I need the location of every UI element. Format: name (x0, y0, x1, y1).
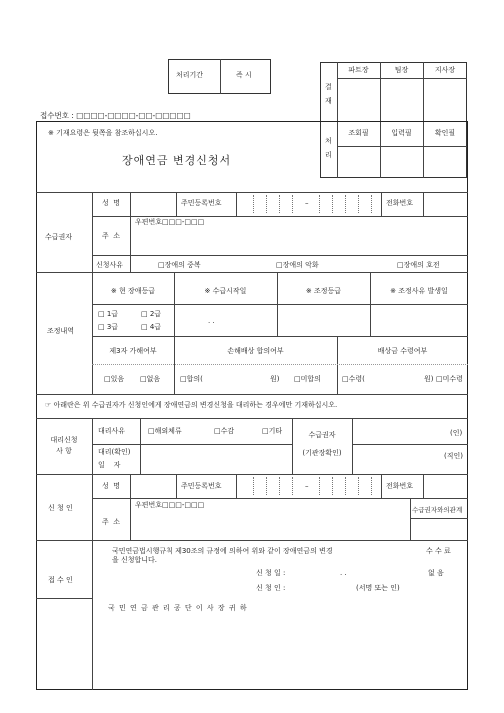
adjust-col-current-grade: ※ 현 장애등급 (110, 287, 156, 295)
reason-worsened[interactable]: □장애의 악화 (276, 261, 319, 269)
adjust-col-reason-date: ※ 조정사유 발생일 (390, 287, 448, 295)
applicant-sign-label: 신 청 인 : (256, 584, 286, 592)
recipient-rrn-label: 주민등록번호 (181, 199, 222, 207)
applicant-relation-label: 수급권자와의관계 (412, 506, 463, 514)
proxy-agency-label: (기관장확인) (302, 449, 342, 457)
period-label: 처리기간 (176, 71, 204, 79)
process-col-input: 입력필 (391, 129, 412, 137)
approval-label-1: 결 (325, 83, 332, 91)
date-dots: . . (340, 569, 347, 577)
compensation-received[interactable]: □수령( (342, 375, 365, 383)
proxy-reason-prison[interactable]: □수감 (214, 427, 235, 435)
applicant-phone-label: 전화번호 (386, 482, 414, 490)
proxy-recipient-label: 수급권자 (308, 431, 336, 439)
adjust-col-start-date: ※ 수급시작일 (204, 287, 247, 295)
process-col-inquiry: 조회필 (348, 129, 369, 137)
proxy-section-label-2: 사 항 (56, 447, 72, 455)
grade-3-checkbox[interactable]: □ 3급 (98, 323, 119, 331)
proxy-confirm-label-1: 대리(확인) (98, 448, 131, 456)
date-label: 신 청 일 : (256, 569, 286, 577)
process-label-2: 리 (325, 151, 332, 159)
sign-or-seal: (서명 또는 인) (356, 584, 400, 592)
applicant-rrn-label: 주민등록번호 (181, 482, 222, 490)
proxy-confirm-label-2: 일 자 (98, 461, 121, 469)
approval-col-team-leader: 팀장 (394, 66, 409, 74)
fee-value: 없 음 (428, 569, 444, 577)
period-value: 즉 시 (236, 71, 252, 79)
addressee: 국 민 연 금 관 리 공 단 이 사 장 귀 하 (108, 604, 248, 612)
adjust-section-label: 조정내역 (47, 327, 75, 335)
proxy-section-label-1: 대리신청 (50, 436, 78, 444)
statement-line-2: 을 신청합니다. (112, 556, 158, 564)
grade-2-checkbox[interactable]: □ 2급 (141, 310, 162, 318)
start-date-dots: . . (208, 317, 215, 325)
approval-label-2: 재 (325, 97, 332, 105)
recipient-phone-label: 전화번호 (386, 199, 414, 207)
compensation-not-received[interactable]: □미수령 (436, 375, 463, 383)
recipient-section-label: 수급권자 (45, 233, 73, 241)
settlement-label: 손해배상 합의여부 (227, 347, 284, 355)
applicant-address-label: 주 소 (102, 518, 120, 526)
applicant-postal: 우편번호□□□-□□□ (135, 501, 205, 509)
recipient-reason-label: 신청사유 (96, 261, 124, 269)
proxy-official-seal: (직인) (444, 452, 463, 460)
applicant-section-label: 신 청 인 (48, 504, 73, 512)
process-label-1: 처 (325, 137, 332, 145)
notice-text: ※ 기재요령은 뒷쪽을 참조하십시오. (48, 129, 158, 137)
recipient-name-label: 성 명 (102, 199, 120, 207)
settlement-agreed[interactable]: □합의( (180, 375, 203, 383)
reason-improved[interactable]: □장애의 호전 (397, 261, 440, 269)
grade-1-checkbox[interactable]: □ 1급 (98, 310, 119, 318)
form-title: 장애연금 변경신청서 (122, 154, 232, 167)
grade-4-checkbox[interactable]: □ 4급 (141, 323, 162, 331)
settlement-not-agreed[interactable]: □미합의 (294, 375, 321, 383)
receipt-number: 접수번호 : □□□□-□□□□-□□-□□□□□ (40, 111, 191, 120)
third-party-no[interactable]: □없음 (140, 375, 161, 383)
proxy-seal: (인) (450, 429, 463, 437)
third-party-label: 제3자 가해여부 (109, 347, 157, 355)
fee-label: 수 수 료 (426, 547, 451, 555)
recipient-address-label: 주 소 (102, 232, 120, 240)
proxy-reason-abroad[interactable]: □해외체류 (148, 427, 182, 435)
process-col-confirm: 확인필 (434, 129, 456, 137)
recipient-postal: 우편번호□□□-□□□ (135, 218, 205, 226)
proxy-reason-label: 대리사유 (98, 427, 126, 435)
reason-overlap[interactable]: □장애의 중복 (158, 261, 201, 269)
compensation-won: 원) (424, 375, 434, 383)
third-party-yes[interactable]: □있음 (104, 375, 125, 383)
proxy-notice: ☞ 아래란은 위 수급권자가 신청인에게 장애연금의 변경신청을 대리하는 경우에만 기재하십시오. (45, 401, 338, 409)
settlement-won: 원) (270, 375, 280, 383)
approval-col-part-leader: 파트장 (348, 66, 369, 74)
receipt-stamp-label: 접 수 인 (48, 576, 73, 584)
adjust-col-new-grade: ※ 조정등급 (305, 287, 342, 295)
approval-col-branch-head: 지사장 (434, 66, 456, 74)
proxy-reason-other[interactable]: □기타 (262, 427, 283, 435)
compensation-label: 배상금 수령여부 (377, 347, 428, 355)
statement-line-1: 국민연금법시행규칙 제30조의 규정에 의하여 위와 같이 장애연금의 변경 (112, 547, 333, 555)
applicant-name-label: 성 명 (102, 482, 120, 490)
